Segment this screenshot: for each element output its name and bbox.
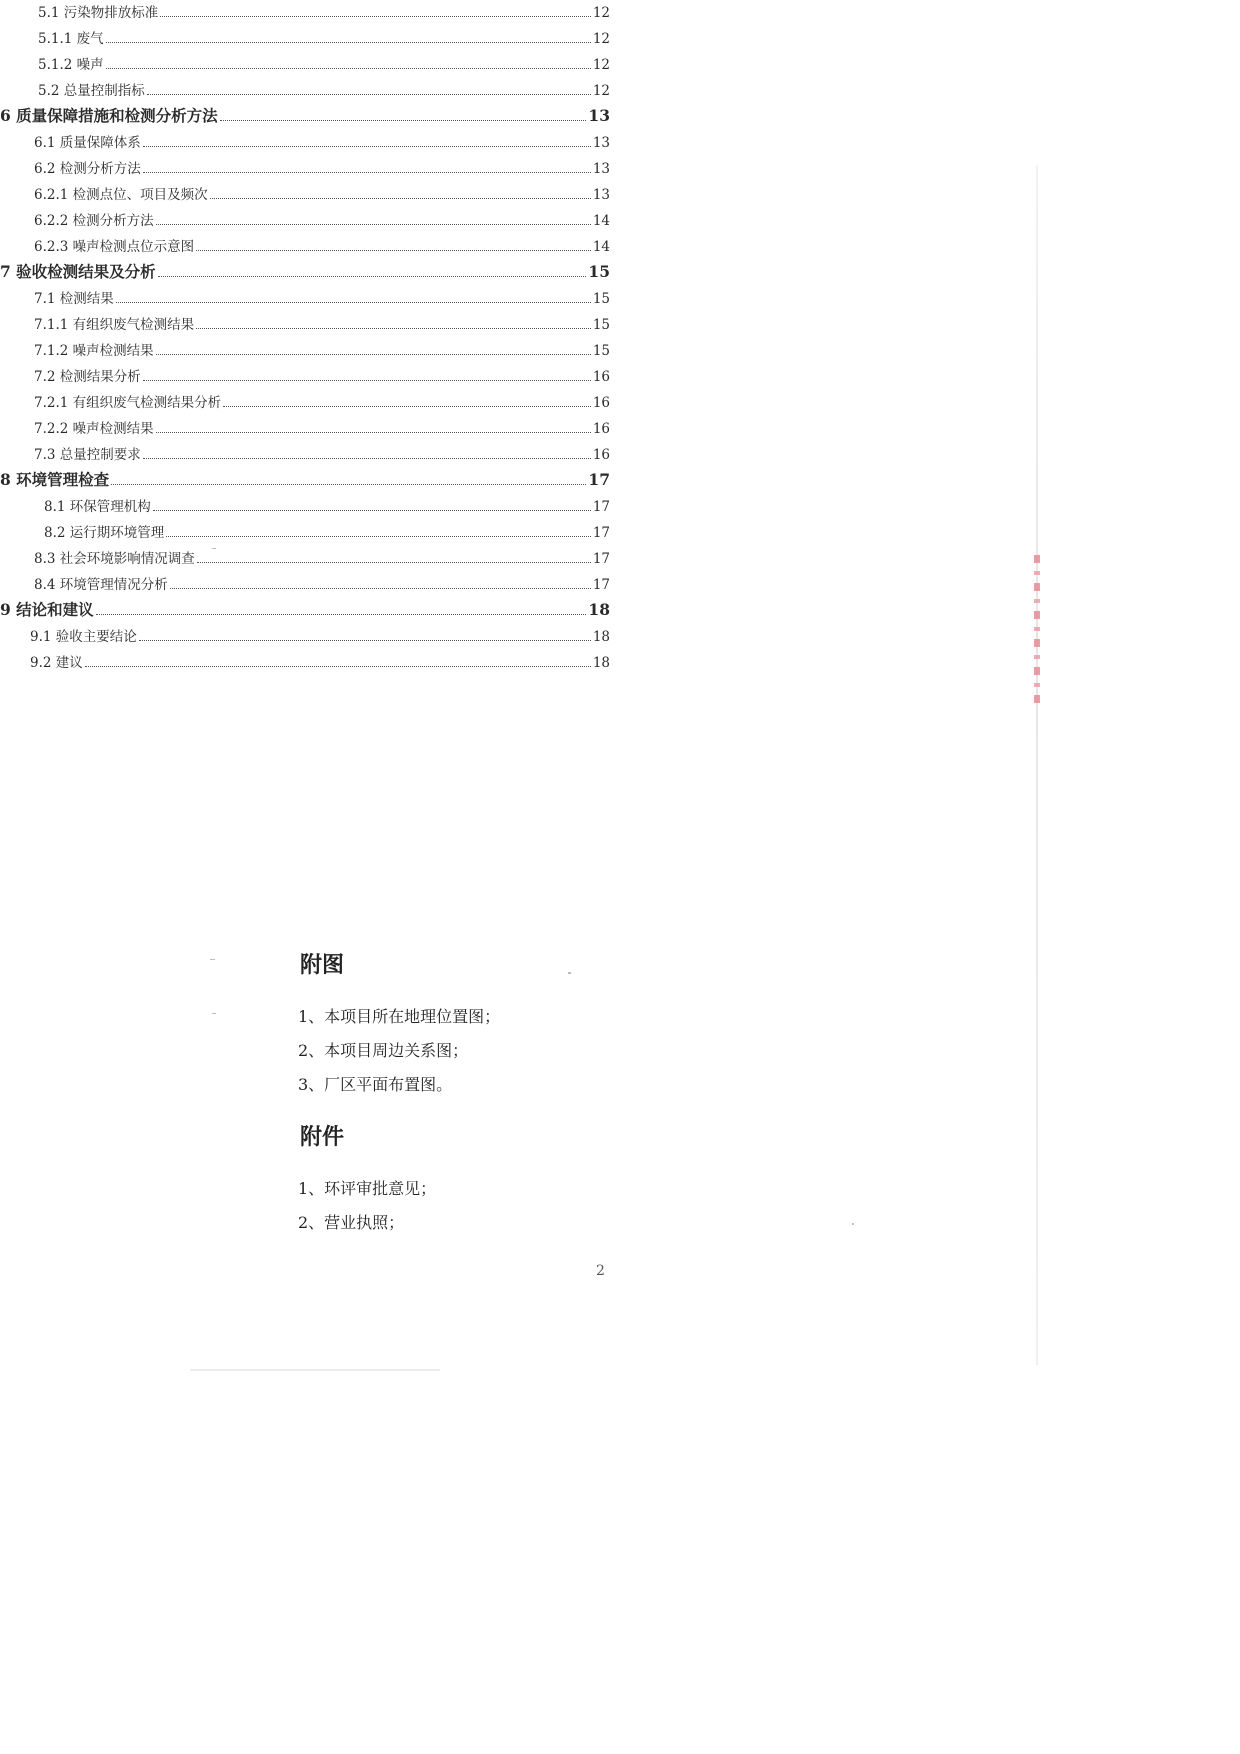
toc-leader-dots <box>147 78 591 95</box>
toc-leader-dots <box>197 546 591 563</box>
toc-entry-page: 18 <box>588 600 610 619</box>
toc-leader-dots <box>166 520 591 537</box>
toc-entry <box>38 52 610 74</box>
toc-entry-title: 6 质量保障措施和检测分析方法 <box>0 106 218 125</box>
toc-entry <box>0 260 610 281</box>
toc-entry-page: 17 <box>588 470 610 489</box>
figure-item: 3、厂区平面布置图。 <box>298 1075 453 1094</box>
toc-leader-dots <box>160 0 591 17</box>
toc-entry-page: 13 <box>588 106 610 125</box>
toc-entry-title: 9.1 验收主要结论 <box>30 629 137 645</box>
toc-leader-dots <box>106 26 591 43</box>
toc-entry-title: 5.2 总量控制指标 <box>38 83 145 99</box>
toc-entry-page: 12 <box>592 5 610 21</box>
toc-entry <box>34 338 610 360</box>
toc-entry-page: 17 <box>592 499 610 515</box>
toc-entry <box>34 130 610 152</box>
toc-entry-page: 12 <box>592 83 610 99</box>
toc-entry-title: 5.1 污染物排放标准 <box>38 5 159 21</box>
toc-entry-title: 8.3 社会环境影响情况调查 <box>34 551 195 567</box>
toc-entry-page: 12 <box>592 31 610 47</box>
toc-entry <box>34 572 610 594</box>
toc-entry-title: 7.1.1 有组织废气检测结果 <box>34 317 195 333</box>
toc-entry-page: 15 <box>592 343 610 359</box>
toc-entry <box>34 208 610 230</box>
toc-leader-dots <box>220 104 587 121</box>
toc-entry-title: 8.1 环保管理机构 <box>44 499 151 515</box>
toc-entry <box>34 416 610 438</box>
scan-speck <box>212 1013 216 1014</box>
toc-entry <box>38 78 610 100</box>
toc-entry <box>34 156 610 178</box>
toc-leader-dots <box>156 338 591 355</box>
toc-entry <box>44 520 610 542</box>
toc-entry <box>34 390 610 412</box>
page-number: 2 <box>596 1263 605 1279</box>
toc-entry-title: 7 验收检测结果及分析 <box>0 262 156 281</box>
attachment-item: 2、营业执照； <box>298 1213 405 1232</box>
toc-entry-page: 13 <box>592 161 610 177</box>
toc-entry-title: 7.1.2 噪声检测结果 <box>34 343 154 359</box>
toc-entry-page: 12 <box>592 57 610 73</box>
toc-leader-dots <box>156 416 591 433</box>
toc-entry-page: 15 <box>588 262 610 281</box>
toc-leader-dots <box>116 286 591 303</box>
toc-entry-page: 16 <box>592 447 610 463</box>
toc-leader-dots <box>196 234 591 251</box>
toc-entry-page: 18 <box>592 655 610 671</box>
red-seal-stamp <box>1034 555 1040 705</box>
toc-entry-title: 7.2.1 有组织废气检测结果分析 <box>34 395 222 411</box>
toc-entry-title: 7.3 总量控制要求 <box>34 447 141 463</box>
toc-entry <box>38 0 610 22</box>
toc-entry <box>34 442 610 464</box>
toc-entry-page: 14 <box>592 239 610 255</box>
toc-leader-dots <box>153 494 591 511</box>
toc-leader-dots <box>143 364 591 381</box>
toc-entry-title: 6.2.1 检测点位、项目及频次 <box>34 187 208 203</box>
toc-entry <box>0 468 610 489</box>
toc-entry <box>34 234 610 256</box>
toc-leader-dots <box>111 468 586 485</box>
toc-entry-page: 13 <box>592 135 610 151</box>
toc-entry-page: 16 <box>592 421 610 437</box>
toc-entry-title: 7.2 检测结果分析 <box>34 369 141 385</box>
toc-entry-title: 7.2.2 噪声检测结果 <box>34 421 154 437</box>
figure-item: 2、本项目周边关系图； <box>298 1041 469 1060</box>
scan-speck <box>210 959 215 960</box>
toc-entry-page: 17 <box>592 551 610 567</box>
scan-speck <box>852 1223 854 1225</box>
toc-entry-page: 17 <box>592 525 610 541</box>
toc-leader-dots <box>96 598 587 615</box>
toc-entry-title: 9 结论和建议 <box>0 600 94 619</box>
toc-leader-dots <box>139 624 591 641</box>
toc-leader-dots <box>106 52 591 69</box>
toc-entry-title: 6.2.3 噪声检测点位示意图 <box>34 239 195 255</box>
toc-entry-title: 8 环境管理检查 <box>0 470 110 489</box>
toc-entry-title: 7.1 检测结果 <box>34 291 114 307</box>
toc-entry-title: 8.4 环境管理情况分析 <box>34 577 168 593</box>
toc-entry-title: 6.1 质量保障体系 <box>34 135 141 151</box>
toc-entry <box>30 650 610 672</box>
toc-leader-dots <box>143 130 591 147</box>
toc-entry-page: 18 <box>592 629 610 645</box>
toc-entry-page: 16 <box>592 369 610 385</box>
toc-leader-dots <box>143 156 591 173</box>
toc-entry <box>34 312 610 334</box>
toc-entry <box>38 26 610 48</box>
toc-entry-title: 6.2 检测分析方法 <box>34 161 141 177</box>
toc-entry-page: 17 <box>592 577 610 593</box>
toc-entry <box>0 104 610 125</box>
attachments-heading: 附件 <box>300 1124 345 1150</box>
toc-entry-title: 8.2 运行期环境管理 <box>44 525 165 541</box>
toc-entry <box>30 624 610 646</box>
toc-entry-page: 16 <box>592 395 610 411</box>
toc-entry-title: 5.1.2 噪声 <box>38 57 104 73</box>
toc-leader-dots <box>210 182 591 199</box>
toc-entry-title: 5.1.1 废气 <box>38 31 104 47</box>
toc-entry-page: 13 <box>592 187 610 203</box>
attachment-item: 1、环评审批意见； <box>298 1179 437 1198</box>
toc-entry <box>34 182 610 204</box>
scan-speck <box>568 972 571 974</box>
toc-leader-dots <box>223 390 591 407</box>
toc-leader-dots <box>85 650 591 667</box>
toc-entry <box>0 598 610 619</box>
scan-edge <box>1036 165 1038 1365</box>
toc-leader-dots <box>143 442 591 459</box>
toc-entry <box>34 364 610 386</box>
toc-entry-page: 15 <box>592 317 610 333</box>
figures-heading: 附图 <box>300 952 345 978</box>
toc-leader-dots <box>156 208 591 225</box>
toc-entry-page: 14 <box>592 213 610 229</box>
toc-leader-dots <box>196 312 591 329</box>
toc-entry-page: 15 <box>592 291 610 307</box>
toc-entry-title: 6.2.2 检测分析方法 <box>34 213 154 229</box>
toc-leader-dots <box>158 260 587 277</box>
toc-entry <box>34 546 610 568</box>
toc-entry <box>34 286 610 308</box>
toc-leader-dots <box>170 572 591 589</box>
toc-entry <box>44 494 610 516</box>
figure-item: 1、本项目所在地理位置图； <box>298 1007 501 1026</box>
scan-bottom-edge <box>190 1369 440 1371</box>
toc-entry-title: 9.2 建议 <box>30 655 83 671</box>
